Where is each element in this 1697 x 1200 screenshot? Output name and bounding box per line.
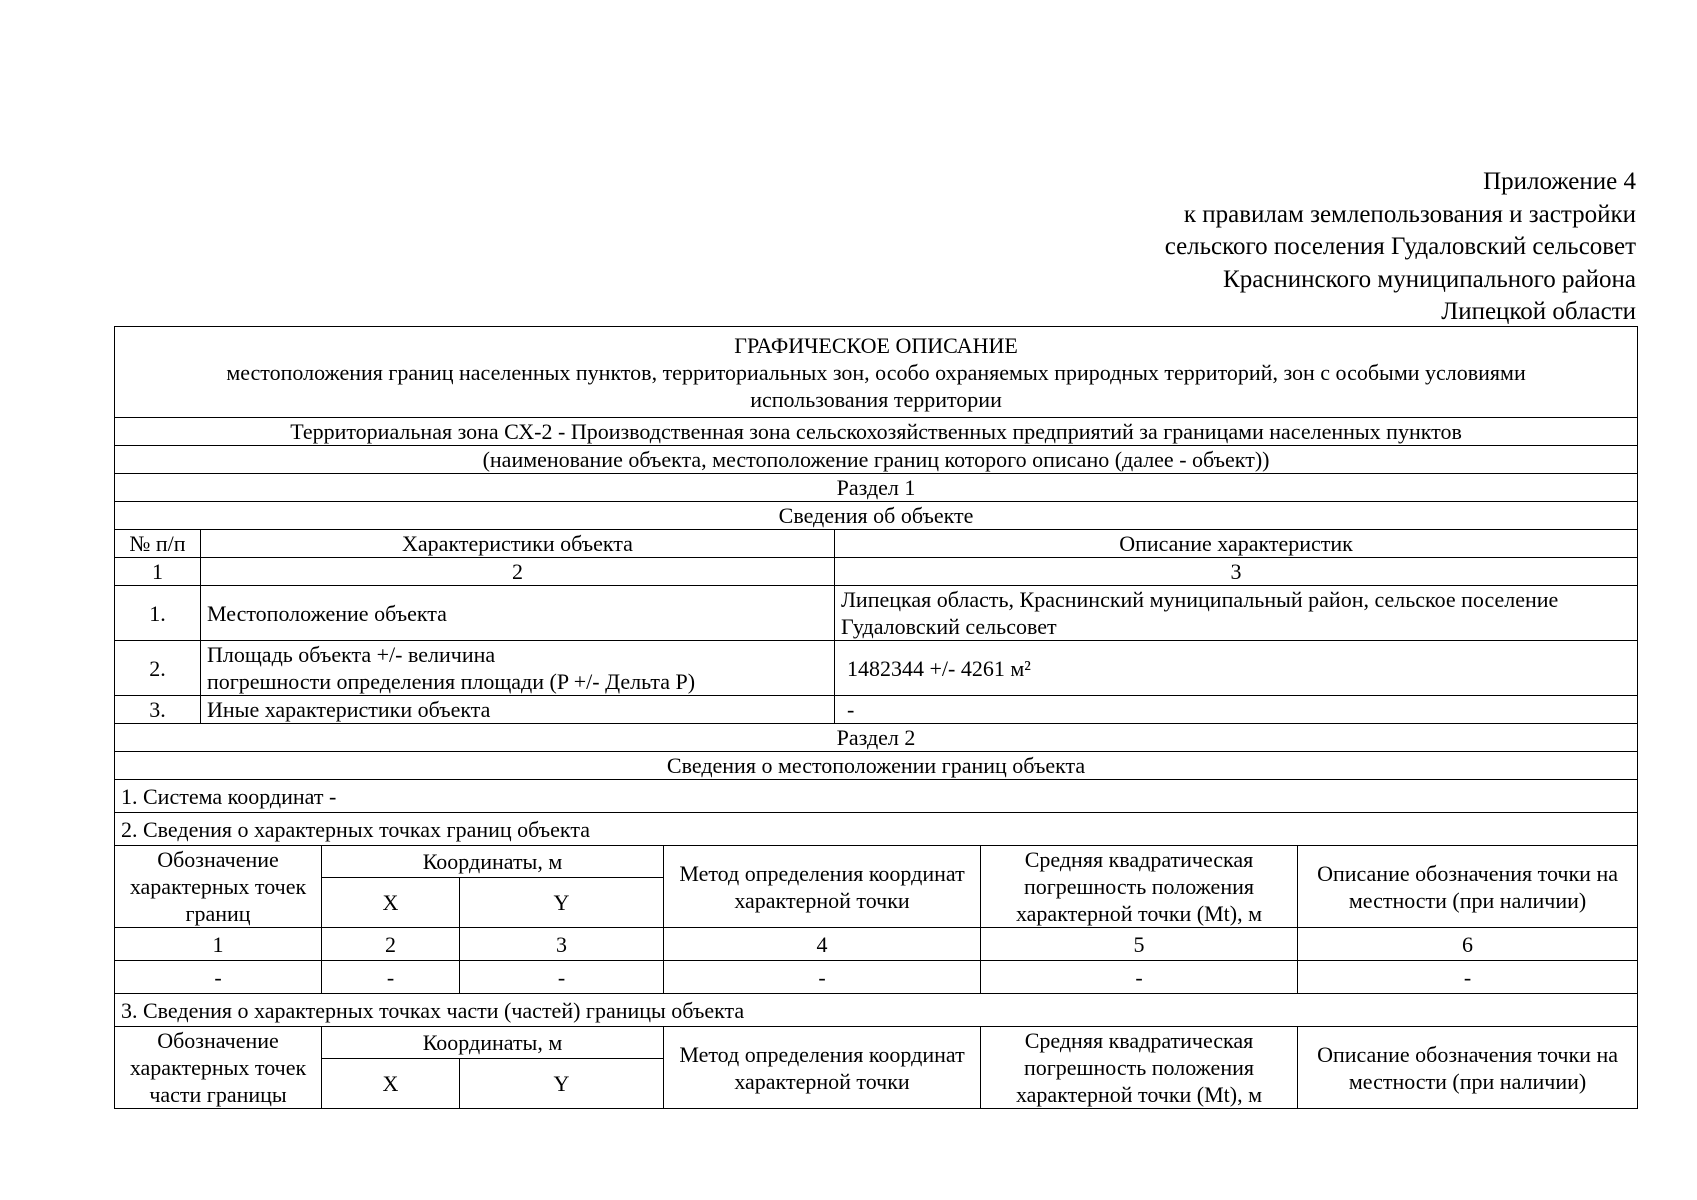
document-title: ГРАФИЧЕСКОЕ ОПИСАНИЕ — [734, 332, 1018, 358]
section-1-subtitle: Сведения об объекте — [115, 502, 1638, 530]
area-label-line-1: Площадь объекта +/- величина — [207, 642, 496, 667]
col-header-characteristics: Характеристики объекта — [201, 530, 835, 558]
appendix-line-3: сельского поселения Гудаловский сельсовет — [1164, 233, 1636, 260]
section-2-subtitle: Сведения о местоположении границ объекта — [115, 752, 1638, 780]
header-method: Метод определения координат характерной точки — [664, 1027, 981, 1109]
header-x: X — [322, 1058, 460, 1108]
col-number-2: 2 — [201, 558, 835, 586]
col-number-6: 6 — [1298, 928, 1638, 961]
cell-description: - — [1298, 961, 1638, 994]
appendix-line-2: к правилам землепользования и застройки — [1183, 200, 1636, 228]
appendix-line-4: Краснинского муниципального района — [1223, 265, 1636, 293]
cell-method: - — [664, 961, 981, 994]
col-number-1: 1 — [115, 558, 201, 586]
header-error: Средняя квадратическая погрешность положения характерной точки (Mt), м — [981, 846, 1298, 928]
header-y: Y — [460, 1058, 664, 1108]
section-1-title: Раздел 1 — [115, 474, 1638, 502]
header-error: Средняя квадратическая погрешность положения характерной точки (Mt), м — [981, 1027, 1298, 1109]
cell-y: - — [460, 961, 664, 994]
header-method: Метод определения координат характерной точки — [664, 846, 981, 928]
col-number-3: 3 — [460, 928, 664, 961]
header-coordinates: Координаты, м — [322, 846, 664, 878]
row-number: 3. — [115, 696, 201, 724]
document-title-cell — [115, 327, 1638, 418]
table-row — [115, 586, 1638, 641]
cell-error: - — [981, 961, 1298, 994]
graphic-description-table — [114, 326, 1638, 1109]
table-row — [115, 641, 1638, 696]
area-label-line-2: погрешности определения площади (P +/- Дельта P) — [207, 669, 696, 694]
col-header-number: № п/п — [115, 530, 201, 558]
header-coordinates: Координаты, м — [322, 1027, 664, 1059]
boundary-points-heading: 2. Сведения о характерных точках границ объекта — [115, 813, 1638, 846]
appendix-line-5: Липецкой области — [1441, 298, 1636, 325]
location-value: Липецкая область, Краснинский муниципальный район, сельское поселение Гудаловский сельсовет — [835, 586, 1638, 641]
row-number: 1. — [115, 586, 201, 641]
cell-point: - — [115, 961, 322, 994]
header-point-description: Описание обозначения точки на местности (при наличии) — [1298, 846, 1638, 928]
table-row — [115, 961, 1638, 994]
col-number-4: 4 — [664, 928, 981, 961]
part-points-heading: 3. Сведения о характерных точках части (частей) границы объекта — [115, 994, 1638, 1027]
appendix-number: Приложение 4 — [1483, 168, 1636, 195]
col-number-3: 3 — [835, 558, 1638, 586]
appendix-header — [1165, 166, 1636, 329]
characteristic-area — [201, 641, 835, 696]
col-number-2: 2 — [322, 928, 460, 961]
object-name-caption: (наименование объекта, местоположение границ которого описано (далее - объект)) — [115, 446, 1638, 474]
characteristic-location: Местоположение объекта — [201, 586, 835, 641]
cell-x: - — [322, 961, 460, 994]
header-x: X — [322, 877, 460, 927]
object-name: Территориальная зона СХ-2 - Производственная зона сельскохозяйственных предприятий за границами населенных пунктов — [115, 418, 1638, 446]
col-number-5: 5 — [981, 928, 1298, 961]
characteristic-other: Иные характеристики объекта — [201, 696, 835, 724]
col-header-description: Описание характеристик — [835, 530, 1638, 558]
header-y: Y — [460, 877, 664, 927]
row-number: 2. — [115, 641, 201, 696]
document-subtitle: местоположения границ населенных пунктов, территориальных зон, особо охраняемых природных территорий, зон с особыми условиями использования территории — [226, 359, 1526, 412]
header-point-description: Описание обозначения точки на местности (при наличии) — [1298, 1027, 1638, 1109]
coordinate-system: 1. Система координат - — [115, 780, 1638, 813]
col-number-1: 1 — [115, 928, 322, 961]
header-part-point-designation: Обозначение характерных точек части границы — [115, 1027, 322, 1109]
other-value: - — [835, 696, 1638, 724]
header-point-designation: Обозначение характерных точек границ — [115, 846, 322, 928]
section-2-title: Раздел 2 — [115, 724, 1638, 752]
table-row — [115, 696, 1638, 724]
area-value: 1482344 +/- 4261 м² — [835, 641, 1638, 696]
